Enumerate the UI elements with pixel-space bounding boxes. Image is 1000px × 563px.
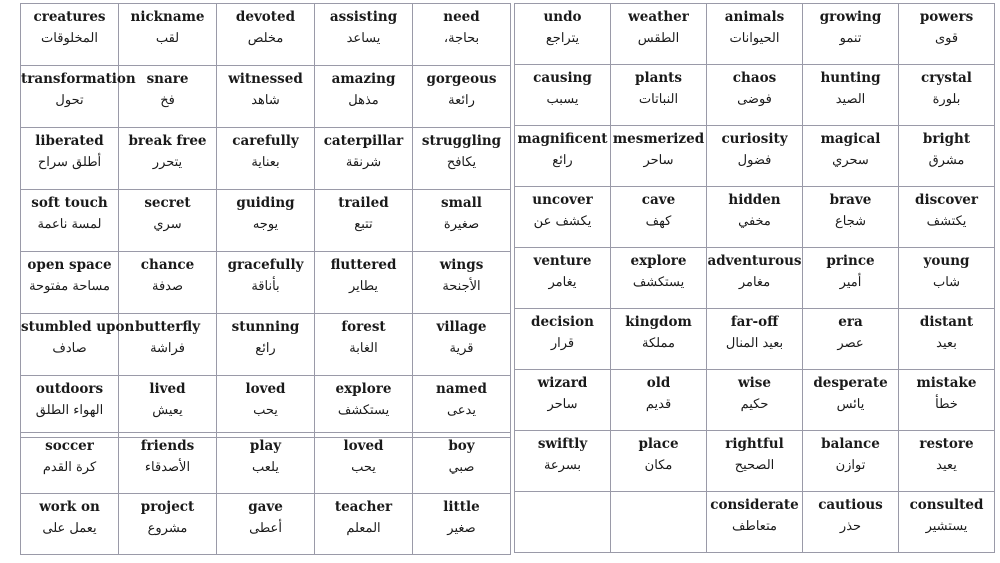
vocab-cell — [21, 190, 119, 252]
arabic-translation: مساحة مفتوحة — [29, 279, 110, 294]
vocab-cell — [803, 431, 899, 492]
english-word: cave — [641, 192, 676, 208]
arabic-translation: بسرعة — [543, 458, 582, 473]
arabic-translation: مذهل — [348, 93, 379, 108]
arabic-translation: النباتات — [638, 92, 679, 107]
vocab-cell — [515, 65, 611, 126]
vocab-cell — [413, 128, 511, 190]
arabic-translation: سري — [153, 217, 182, 232]
arabic-translation: يغامر — [548, 275, 577, 290]
english-word: far-off — [730, 314, 779, 330]
vocab-cell — [217, 4, 315, 66]
vocab-cell — [315, 494, 413, 555]
arabic-translation: بحاجة، — [443, 31, 480, 46]
english-word: teacher — [334, 499, 393, 515]
arabic-translation: خطأ — [935, 397, 958, 412]
vocab-cell — [707, 492, 803, 553]
vocab-cell — [611, 492, 707, 553]
arabic-translation: بأناقة — [251, 279, 280, 294]
vocab-cell — [315, 433, 413, 494]
vocab-cell — [611, 370, 707, 431]
vocab-cell — [707, 431, 803, 492]
english-word: prince — [826, 253, 875, 269]
english-word: trailed — [338, 195, 389, 211]
english-word: uncover — [532, 192, 593, 208]
vocab-cell — [515, 248, 611, 309]
english-word: caterpillar — [323, 133, 404, 149]
vocab-cell — [119, 128, 217, 190]
english-word: fluttered — [330, 257, 397, 273]
arabic-translation: يساعد — [346, 31, 381, 46]
english-word: old — [646, 375, 671, 391]
vocab-cell — [803, 309, 899, 370]
arabic-translation: أعطى — [249, 521, 282, 536]
table-row — [21, 128, 511, 190]
vocab-cell — [515, 431, 611, 492]
english-word: snare — [146, 71, 189, 87]
table-row — [515, 126, 995, 187]
arabic-translation: يطاير — [348, 279, 379, 294]
vocab-cell — [315, 190, 413, 252]
vocab-cell — [803, 65, 899, 126]
english-word: chance — [140, 257, 195, 273]
vocab-cell — [707, 370, 803, 431]
arabic-translation: يتحرر — [152, 155, 183, 170]
arabic-translation: ساحر — [547, 397, 578, 412]
vocab-cell — [217, 314, 315, 376]
arabic-translation: يلعب — [252, 460, 279, 475]
vocab-cell — [611, 431, 707, 492]
table-row — [21, 66, 511, 128]
english-word: considerate — [710, 497, 799, 513]
english-word: transformation — [21, 71, 136, 87]
vocab-cell — [899, 4, 995, 65]
vocab-cell — [413, 433, 511, 494]
english-word: project — [140, 499, 195, 515]
english-word: venture — [533, 253, 592, 269]
english-word: place — [638, 436, 679, 452]
vocab-cell — [315, 314, 413, 376]
arabic-translation: صغير — [447, 521, 476, 536]
arabic-translation: الهواء الطلق — [35, 403, 104, 418]
vocab-cell — [899, 492, 995, 553]
vocab-cell — [315, 4, 413, 66]
english-word — [611, 492, 706, 497]
english-word: loved — [245, 381, 286, 397]
english-word: restore — [919, 436, 974, 452]
english-word: assisting — [329, 9, 398, 25]
vocab-cell — [803, 248, 899, 309]
english-word: cautious — [818, 497, 883, 513]
english-word: young — [923, 253, 970, 269]
vocab-cell — [899, 248, 995, 309]
vocab-table-top-left — [20, 3, 511, 438]
vocab-cell — [21, 376, 119, 438]
arabic-translation: الحيوانات — [729, 31, 780, 46]
arabic-translation: توازن — [835, 458, 866, 473]
arabic-translation: رائع — [552, 153, 573, 168]
arabic-translation: يحب — [351, 460, 376, 475]
arabic-translation: يتراجع — [545, 31, 580, 46]
english-word: gave — [248, 499, 283, 515]
vocab-cell — [217, 433, 315, 494]
english-word: witnessed — [228, 71, 303, 87]
english-word — [515, 492, 610, 497]
english-word: lived — [149, 381, 186, 397]
vocab-cell — [413, 66, 511, 128]
arabic-translation: شاهد — [251, 93, 280, 108]
english-word: friends — [140, 438, 195, 454]
english-word: struggling — [421, 133, 502, 149]
arabic-translation: فضول — [737, 153, 772, 168]
vocab-cell — [217, 252, 315, 314]
vocab-cell — [803, 126, 899, 187]
vocab-cell — [899, 65, 995, 126]
table-row — [515, 248, 995, 309]
vocab-cell — [21, 128, 119, 190]
arabic-translation: فوضى — [737, 92, 772, 107]
vocab-cell — [315, 66, 413, 128]
arabic-translation: قديم — [645, 397, 672, 412]
vocab-cell — [315, 252, 413, 314]
table-row — [515, 370, 995, 431]
english-word: era — [838, 314, 863, 330]
english-word: growing — [819, 9, 882, 25]
vocab-cell — [707, 65, 803, 126]
english-word: plants — [635, 70, 682, 86]
english-word: undo — [543, 9, 582, 25]
vocab-cell — [413, 4, 511, 66]
vocab-cell — [413, 252, 511, 314]
table-row — [21, 252, 511, 314]
arabic-translation: الأجنحة — [442, 279, 481, 294]
arabic-translation: مشروع — [147, 521, 188, 536]
vocab-cell — [413, 190, 511, 252]
english-word: outdoors — [35, 381, 104, 397]
arabic-translation: بعناية — [251, 155, 280, 170]
english-word: mesmerized — [612, 131, 705, 147]
arabic-translation: مخفي — [738, 214, 771, 229]
vocab-cell — [611, 126, 707, 187]
vocab-cell — [515, 309, 611, 370]
arabic-translation: مغامر — [738, 275, 771, 290]
english-word: explore — [630, 253, 687, 269]
vocab-cell — [707, 126, 803, 187]
english-word: balance — [821, 436, 880, 452]
english-word: gorgeous — [426, 71, 497, 87]
table-row — [21, 314, 511, 376]
arabic-translation: شاب — [932, 275, 961, 290]
vocab-cell — [119, 376, 217, 438]
table-row — [21, 190, 511, 252]
arabic-translation: يستكشف — [632, 275, 685, 290]
table-row — [21, 494, 511, 555]
english-word: stumbled upon — [21, 319, 135, 335]
vocab-cell — [803, 4, 899, 65]
vocab-table-bottom-left — [20, 432, 511, 555]
arabic-translation: يحب — [253, 403, 278, 418]
english-word: magnificent — [517, 131, 608, 147]
arabic-translation: يعيش — [152, 403, 183, 418]
arabic-translation: رائع — [255, 341, 276, 356]
arabic-translation: صدفة — [151, 279, 184, 294]
english-word: carefully — [232, 133, 299, 149]
vocab-cell — [413, 376, 511, 438]
english-word: stunning — [231, 319, 300, 335]
english-word: wizard — [537, 375, 588, 391]
english-word: animals — [724, 9, 785, 25]
english-word: guiding — [236, 195, 295, 211]
english-word: devoted — [235, 9, 296, 25]
english-word: hunting — [820, 70, 881, 86]
arabic-translation: كهف — [645, 214, 672, 229]
arabic-translation: الغابة — [349, 341, 378, 356]
arabic-translation: الطقس — [637, 31, 680, 46]
arabic-translation: يسبب — [546, 92, 579, 107]
vocab-cell — [899, 126, 995, 187]
english-word: soft touch — [31, 195, 108, 211]
arabic-translation: شرنقة — [345, 155, 382, 170]
vocab-cell — [119, 4, 217, 66]
vocab-cell — [611, 4, 707, 65]
arabic-translation: قرار — [550, 336, 575, 351]
arabic-translation: قرية — [449, 341, 474, 356]
table-row — [515, 492, 995, 553]
table-row — [515, 65, 995, 126]
vocab-cell — [515, 187, 611, 248]
english-word: swiftly — [537, 436, 588, 452]
english-word: causing — [533, 70, 592, 86]
english-word: nickname — [130, 9, 205, 25]
arabic-translation: حذر — [839, 519, 862, 534]
english-word: crystal — [921, 70, 972, 86]
english-word: butterfly — [134, 319, 201, 335]
arabic-translation: رائعة — [448, 93, 475, 108]
english-word: play — [249, 438, 282, 454]
arabic-translation: كرة القدم — [42, 460, 97, 475]
arabic-translation: أمير — [839, 275, 862, 290]
table-row — [21, 4, 511, 66]
table-row — [515, 187, 995, 248]
vocab-cell — [611, 248, 707, 309]
vocab-cell — [515, 492, 611, 553]
english-word: explore — [335, 381, 392, 397]
vocab-cell — [21, 66, 136, 128]
english-word: powers — [919, 9, 974, 25]
english-word: brave — [829, 192, 872, 208]
english-word: wings — [439, 257, 484, 273]
arabic-translation: عصر — [837, 336, 864, 351]
vocab-cell — [611, 187, 707, 248]
arabic-translation: تحول — [55, 93, 84, 108]
english-word: open space — [27, 257, 112, 273]
vocab-cell — [707, 248, 803, 309]
arabic-translation: بعيد المنال — [725, 336, 784, 351]
english-word: village — [436, 319, 487, 335]
arabic-translation: مخلص — [247, 31, 284, 46]
vocab-cell — [899, 370, 995, 431]
table-row — [21, 376, 511, 438]
arabic-translation: يعمل على — [42, 521, 97, 536]
english-word: kingdom — [625, 314, 692, 330]
english-word: distant — [919, 314, 974, 330]
vocab-cell — [21, 252, 119, 314]
english-word: little — [443, 499, 480, 515]
vocab-cell — [315, 128, 413, 190]
vocab-cell — [899, 431, 995, 492]
english-word: small — [441, 195, 482, 211]
vocab-cell — [119, 494, 217, 555]
arabic-translation: حكيم — [740, 397, 769, 412]
vocab-cell — [217, 494, 315, 555]
vocab-cell — [707, 309, 803, 370]
arabic-translation: صبي — [448, 460, 475, 475]
arabic-translation: صغيرة — [443, 217, 480, 232]
arabic-translation: تتبع — [354, 217, 373, 232]
arabic-translation: يستكشف — [337, 403, 390, 418]
arabic-translation: الأصدقاء — [144, 460, 191, 475]
arabic-translation: الصيد — [835, 92, 866, 107]
english-word: decision — [531, 314, 594, 330]
arabic-translation: يستشير — [925, 519, 968, 534]
arabic-translation: أطلق سراح — [37, 155, 102, 170]
arabic-translation: لمسة ناعمة — [37, 217, 102, 232]
vocab-cell — [217, 190, 315, 252]
vocab-cell — [119, 190, 217, 252]
arabic-translation: قوى — [934, 31, 959, 46]
english-word: need — [443, 9, 480, 25]
vocab-cell — [611, 309, 707, 370]
arabic-translation: المخلوقات — [41, 31, 98, 46]
arabic-translation: لقب — [155, 31, 180, 46]
english-word: secret — [144, 195, 191, 211]
vocab-cell — [803, 370, 899, 431]
english-word: amazing — [331, 71, 396, 87]
vocab-cell — [413, 494, 511, 555]
vocab-cell — [515, 370, 611, 431]
english-word: liberated — [35, 133, 104, 149]
english-word: soccer — [45, 438, 94, 454]
english-word: rightful — [725, 436, 784, 452]
english-word: hidden — [728, 192, 781, 208]
table-row — [515, 4, 995, 65]
arabic-translation: تنمو — [839, 31, 862, 46]
arabic-translation: مكان — [644, 458, 673, 473]
english-word: curiosity — [721, 131, 788, 147]
english-word: forest — [341, 319, 386, 335]
vocab-cell — [217, 376, 315, 438]
vocab-cell — [21, 314, 135, 376]
vocab-cell — [803, 187, 899, 248]
arabic-translation: يوجه — [252, 217, 279, 232]
vocab-cell — [315, 376, 413, 438]
english-word: mistake — [916, 375, 977, 391]
vocab-cell — [803, 492, 899, 553]
arabic-translation: المعلم — [346, 521, 381, 536]
arabic-translation: بعيد — [936, 336, 957, 351]
english-word: break free — [128, 133, 207, 149]
vocab-cell — [21, 433, 119, 494]
arabic-translation: مشرق — [928, 153, 965, 168]
arabic-translation: فراشة — [150, 341, 185, 356]
arabic-translation: يعيد — [936, 458, 957, 473]
arabic-translation: صادف — [52, 341, 87, 356]
english-word: loved — [343, 438, 384, 454]
english-word: discover — [915, 192, 978, 208]
vocab-table-right — [514, 3, 995, 553]
english-word: work on — [39, 499, 100, 515]
english-word: consulted — [909, 497, 984, 513]
table-row — [515, 431, 995, 492]
arabic-translation: يدعى — [446, 403, 477, 418]
english-word: magical — [820, 131, 881, 147]
vocab-cell — [611, 65, 707, 126]
english-word: weather — [628, 9, 689, 25]
arabic-translation: يكشف عن — [533, 214, 592, 229]
vocab-cell — [119, 252, 217, 314]
vocab-cell — [413, 314, 511, 376]
vocab-cell — [899, 187, 995, 248]
arabic-translation: بلورة — [932, 92, 961, 107]
arabic-translation: ساحر — [643, 153, 674, 168]
vocab-cell — [707, 187, 803, 248]
arabic-translation: يكافح — [446, 155, 477, 170]
arabic-translation: فخ — [160, 93, 175, 108]
vocab-cell — [217, 128, 315, 190]
vocab-cell — [217, 66, 315, 128]
english-word: desperate — [813, 375, 888, 391]
english-word: bright — [922, 131, 971, 147]
english-word: boy — [448, 438, 475, 454]
arabic-translation: يائس — [836, 397, 865, 412]
arabic-translation: شجاع — [834, 214, 866, 229]
vocab-cell — [707, 4, 803, 65]
arabic-translation: الصحيح — [734, 458, 775, 473]
vocab-cell — [515, 4, 611, 65]
english-word: chaos — [732, 70, 777, 86]
arabic-translation: مملكة — [642, 336, 675, 351]
vocab-cell — [899, 309, 995, 370]
table-row — [515, 309, 995, 370]
arabic-translation: سحري — [832, 153, 869, 168]
arabic-translation: يكتشف — [926, 214, 967, 229]
vocab-cell — [21, 494, 119, 555]
english-word: creatures — [33, 9, 106, 25]
english-word: adventurous — [707, 253, 802, 269]
english-word: named — [436, 381, 487, 397]
english-word: gracefully — [227, 257, 304, 273]
vocab-cell — [21, 4, 119, 66]
vocab-cell — [515, 126, 611, 187]
table-row — [21, 433, 511, 494]
vocab-cell — [119, 433, 217, 494]
arabic-translation: متعاطف — [732, 519, 777, 534]
english-word: wise — [738, 375, 771, 391]
